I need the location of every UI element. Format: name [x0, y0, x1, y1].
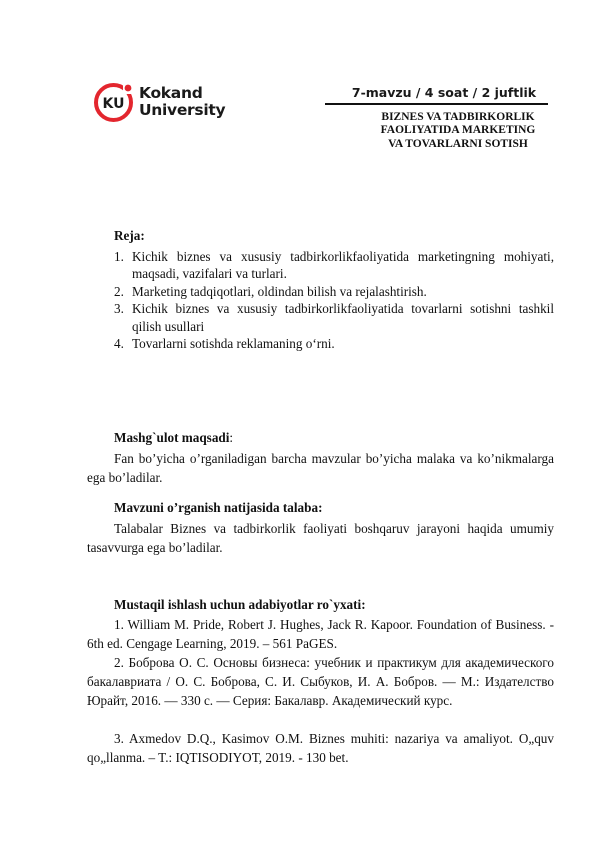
literature-heading: Mustaqil ishlash uchun adabiyotlar ro`yxati: — [114, 597, 366, 612]
plan-heading: Reja: — [114, 228, 145, 243]
plan-item-text: Marketing tadqiqotlari, oldindan bilish va rejalashtirish. — [132, 283, 427, 299]
university-logo — [93, 82, 243, 124]
topic-label: 7-mavzu / 4 soat / 2 juftlik — [351, 85, 537, 100]
plan-item-number: 3. — [114, 301, 124, 317]
goal-heading-text: Mashg`ulot maqsadi — [114, 430, 230, 445]
goal-heading — [114, 430, 233, 446]
title-line: FAOLIYATIDA MARKETING — [380, 124, 536, 137]
plan-item — [114, 300, 554, 335]
ku-logo-mark-icon — [93, 82, 134, 123]
goal-heading-colon: : — [229, 430, 234, 445]
outcome-heading: Mavzuni o’rganish natijasida talaba: — [114, 500, 323, 515]
outcome-text: Talabalar Biznes va tadbirkorlik faoliyati boshqaruv jarayoni haqida umumiy tasavvurga ega bo’ladilar. — [87, 521, 554, 555]
plan-item-number: 4. — [114, 336, 124, 352]
plan-item-text: Tovarlarni sotishda reklamaning o‘rni. — [132, 336, 335, 352]
plan-item-text: Kichik biznes va xususiy tadbirkorlikfaoliyatida tovarlarni sotishni tashkil qilish usullari — [132, 301, 554, 334]
plan-item — [114, 248, 554, 283]
literature-item: 2. Боброва О. С. Основы бизнеса: учебник и практикум для академического бакалавриата / О. С. Боброва, С. И. Сыбуков, И. А. Бобров. — М.: Издателство Юрайт, 2016. — 330 с. — Серия: Бакалавр. Академический курс. — [87, 655, 554, 708]
logo-mark-text: KU — [102, 96, 125, 112]
plan-list — [114, 248, 554, 352]
goal-text: Fan bo’yicha o’rganiladigan barcha mavzular bo’yicha malaka va ko’nikmalarga ega bo’ladilar. — [87, 451, 554, 485]
plan-item-number: 2. — [114, 283, 124, 299]
plan-item — [114, 283, 554, 300]
topic-underline — [325, 103, 548, 105]
title-line: VA TOVARLARNI SOTISH — [388, 137, 528, 150]
logo-word-kokand: Kokand — [139, 84, 203, 102]
literature-item: 3. Axmedov D.Q., Kasimov O.M. Biznes muhiti: nazariya va amaliyot. O„quv qo„llanma. – T.: IQTISODIYOT, 2019. - 130 bet. — [87, 731, 554, 765]
literature-item: 1. William M. Pride, Robert J. Hughes, Jack R. Kapoor. Foundation of Business. - 6th ed. Cengage Learning, 2019. – 561 PaGES. — [87, 617, 554, 651]
lecture-title — [370, 111, 546, 151]
plan-item — [114, 335, 554, 352]
title-line: BIZNES VA TADBIRKORLIK — [381, 111, 535, 123]
plan-item-text: Kichik biznes va xususiy tadbirkorlikfaoliyatida marketingning mohiyati, maqsadi, vazifalari va turlari. — [132, 249, 554, 282]
logo-word-university: University — [139, 101, 226, 119]
plan-item-number: 1. — [114, 249, 124, 264]
